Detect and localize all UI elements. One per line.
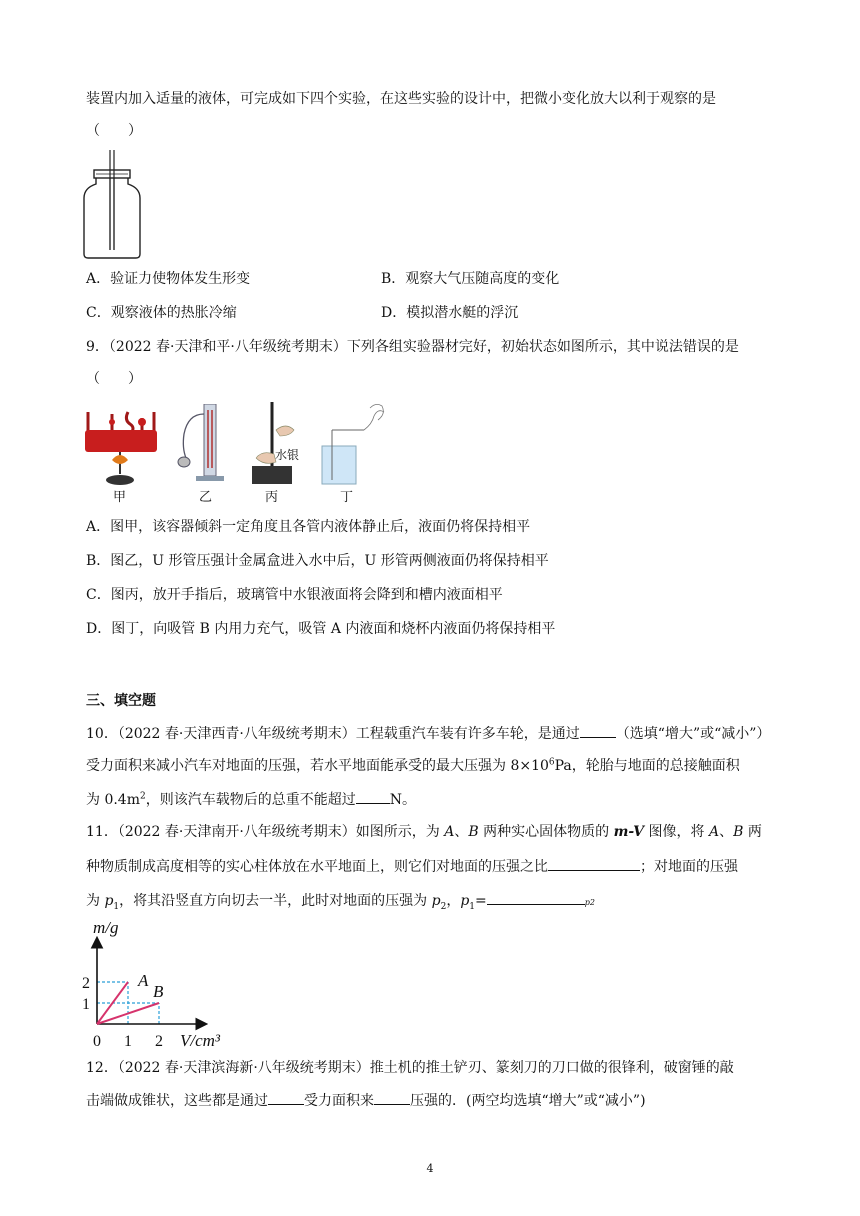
- q11-line2-b: ；对地面的压强: [640, 859, 738, 875]
- q11-line3-p1b: p: [460, 893, 470, 909]
- q12-line1: 12．（2022 春·天津滨海新·八年级统考期末）推土机的推土铲刃、篆刻刀的刀口做的很锋利，破窗锤的敲: [86, 1060, 734, 1076]
- x-tick-1: 1: [124, 1033, 132, 1050]
- series-label-B: B: [153, 982, 164, 1001]
- q10-line1: [86, 723, 770, 744]
- q8-option-c: C．观察液体的热胀冷缩: [86, 305, 237, 321]
- q11-line1-var-b: B: [468, 824, 479, 840]
- q9-fig-label-yi: 乙: [199, 490, 213, 505]
- q11-graph-text: [82, 918, 221, 1050]
- q11-line1-b: 、: [454, 824, 469, 840]
- q9-fig-label-ding: 丁: [340, 490, 354, 505]
- x-tick-0: 0: [93, 1033, 101, 1050]
- q9-figure: [82, 400, 392, 505]
- q9-answer-paren: （ ）: [86, 371, 142, 387]
- q11-line3-p1-sub: 1: [113, 901, 120, 912]
- q10-line2-text-b: Pa，轮胎与地面的总接触面积: [554, 758, 740, 774]
- q11-line2-a: 种物质制成高度相等的实心柱体放在水平地面上，则它们对地面的压强之比: [86, 859, 548, 875]
- q11-line3-p1: p: [104, 893, 114, 909]
- q10-line3-text-c: N。: [389, 792, 416, 808]
- q9-mercury-label: 水银: [275, 448, 300, 462]
- q9-fig-ding-apparatus: [318, 400, 390, 490]
- y-tick-2: 2: [82, 975, 90, 992]
- y-tick-1: 1: [82, 996, 90, 1013]
- q9-fig-yi-apparatus: [174, 404, 234, 488]
- series-label-A: A: [138, 971, 149, 990]
- q10-line3-text-a: 为 0.4m: [86, 792, 140, 808]
- section-3-title: 三、填空题: [86, 693, 156, 709]
- q9-option-a: A．图甲，该容器倾斜一定角度且各管内液体静止后，液面仍将保持相平: [86, 519, 531, 535]
- q10-line3: [86, 789, 416, 810]
- q11-line1-mv: m-V: [613, 824, 645, 840]
- q11-line1-var-a: A: [444, 824, 455, 840]
- q8-stem-line1: 装置内加入适量的液体，可完成如下四个实验，在这些实验的设计中，把微小变化放大以利于观察的是: [86, 91, 716, 107]
- q9-option-d: D．图丁，向吸管 B 内用力充气，吸管 A 内液面和烧杯内液面仍将保持相平: [86, 621, 556, 637]
- q11-line1-f: 两: [743, 824, 762, 840]
- q10-line2-exponent: 6: [548, 757, 555, 768]
- q9-fig-label-jia: 甲: [113, 490, 127, 505]
- q11-mv-graph: [80, 915, 250, 1050]
- q12-line2: [86, 1090, 646, 1111]
- q11-line1-e: 、: [719, 824, 734, 840]
- q11-line3-p2-sub: 2: [440, 901, 447, 912]
- q12-line2-c: 压强的．(两空均选填“增大”或“减小”): [410, 1093, 646, 1109]
- q8-answer-paren: （ ）: [86, 123, 142, 139]
- q10-line3-exponent: 2: [140, 791, 146, 802]
- q10-blank-1[interactable]: [580, 723, 616, 738]
- q11-line3-c: ，: [446, 893, 461, 909]
- x-axis-label: V/cm³: [180, 1031, 221, 1050]
- q11-line3-p1b-sub: 1: [469, 901, 476, 912]
- q10-line1-text-a: 10．（2022 春·天津西青·八年级统考期末）工程载重汽车装有许多车轮，是通过: [86, 726, 580, 742]
- q11-line2: [86, 856, 738, 877]
- q9-stem-line1: 9．（2022 春·天津和平·八年级统考期末）下列各组实验器材完好，初始状态如图所示，其中说法错误的是: [86, 339, 739, 355]
- q9-fig-jia-apparatus: [82, 400, 160, 490]
- q11-line1-var-b2: B: [733, 824, 744, 840]
- q12-blank-1[interactable]: [268, 1090, 304, 1105]
- q11-graph-guides: [97, 982, 159, 1024]
- q10-line2-text-a: 受力面积来减小汽车对地面的压强，若水平地面能承受的最大压强为 8×10: [86, 758, 549, 774]
- q11-line3-p2: p: [431, 893, 441, 909]
- q11-line3-a: 为: [86, 893, 105, 909]
- q11-line3-b: ，将其沿竖直方向切去一半，此时对地面的压强为: [119, 893, 432, 909]
- q12-line2-a: 击端做成锥状，这些都是通过: [86, 1093, 268, 1109]
- q11-line3-d: =: [475, 893, 487, 909]
- q8-option-d: D．模拟潜水艇的浮沉: [381, 305, 519, 321]
- q8-option-b: B．观察大气压随高度的变化: [381, 271, 560, 287]
- q12-line2-b: 受力面积来: [304, 1093, 374, 1109]
- page-number: 4: [426, 1162, 434, 1175]
- q8-option-a: A．验证力使物体发生形变: [86, 271, 251, 287]
- q11-blank-1[interactable]: [548, 856, 640, 871]
- q11-line1-d: 图像，将: [644, 824, 709, 840]
- x-tick-2: 2: [155, 1033, 163, 1050]
- q9-option-b: B．图乙，U 形管压强计金属盒进入水中后，U 形管两侧液面仍将保持相平: [86, 553, 549, 569]
- q9-fig-label-bing: 丙: [265, 490, 279, 505]
- q11-line3: [86, 890, 595, 913]
- q11-line3-tail: p2: [584, 898, 595, 907]
- q10-line3-text-b: ，则该汽车载物后的总重不能超过: [145, 792, 356, 808]
- q9-option-c: C．图丙，放开手指后，玻璃管中水银液面将会降到和槽内液面相平: [86, 587, 503, 603]
- q11-line1-c: 两种实心固体物质的: [478, 824, 614, 840]
- q10-line2: [86, 756, 740, 776]
- q11-blank-2[interactable]: [487, 890, 585, 905]
- y-axis-label: m/g: [93, 918, 119, 937]
- q8-jar-figure: [80, 150, 145, 262]
- q11-line1: [86, 822, 762, 842]
- q9-fig-bing-apparatus: [250, 402, 300, 488]
- q12-blank-2[interactable]: [374, 1090, 410, 1105]
- q11-line1-a: 11．（2022 春·天津南开·八年级统考期末）如图所示，为: [86, 824, 445, 840]
- q11-line1-var-a2: A: [708, 824, 720, 840]
- q10-line1-text-b: （选填“增大”或“减小”）: [615, 726, 771, 742]
- q10-blank-2[interactable]: [356, 789, 390, 804]
